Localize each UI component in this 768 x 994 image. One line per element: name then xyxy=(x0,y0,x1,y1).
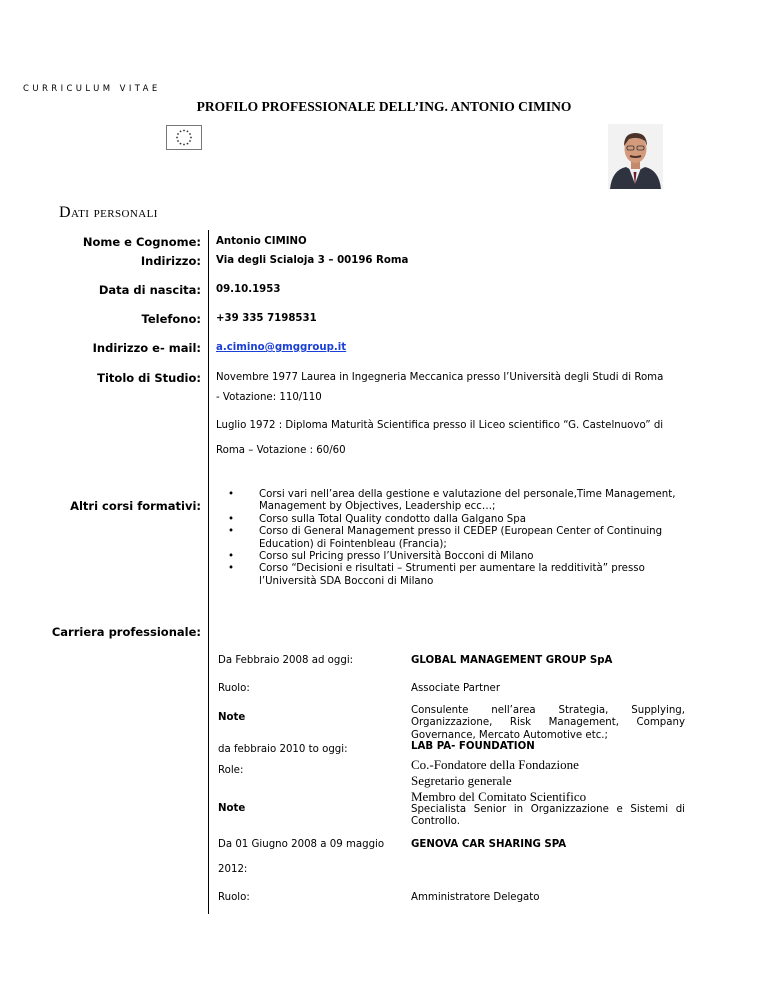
entry2-company: LAB PA- FOUNDATION xyxy=(411,741,535,752)
divider-line xyxy=(208,230,209,914)
entry2-role-label: Role: xyxy=(218,765,244,776)
entry1-company: GLOBAL MANAGEMENT GROUP SpA xyxy=(411,655,613,666)
entry1-period: Da Febbraio 2008 ad oggi: xyxy=(218,655,354,666)
address-value: Via degli Scialoja 3 – 00196 Roma xyxy=(216,255,409,266)
entry2-period: da febbraio 2010 to oggi: xyxy=(218,744,348,755)
name-label: Nome e Cognome: xyxy=(82,235,201,249)
study-line-2: - Votazione: 110/110 xyxy=(216,392,322,403)
entry3-company: GENOVA CAR SHARING SPA xyxy=(411,839,567,850)
name-value: Antonio CIMINO xyxy=(216,236,307,247)
entry3-period-1: Da 01 Giugno 2008 a 09 maggio xyxy=(218,839,385,850)
entry2-role-1: Co.-Fondatore della Fondazione xyxy=(411,757,579,772)
portrait-photo xyxy=(608,124,663,189)
entry3-role: Amministratore Delegato xyxy=(411,892,540,903)
entry2-note-label: Note xyxy=(218,803,246,814)
list-item: • Corsi vari nell’area della gestione e valutazione del personale,Time Management, Management by Objectives, Leadership ecc…; xyxy=(216,489,686,514)
courses-label: Altri corsi formativi: xyxy=(70,499,201,513)
study-line-3: Luglio 1972 : Diploma Maturità Scientifica presso il Liceo scientifico “G. Castelnuovo” di xyxy=(216,420,664,431)
list-item: • Corso di General Management presso il CEDEP (European Center of Continuing Education) di Fointenbleau (Francia); xyxy=(216,526,686,551)
entry2-role-3: Membro del Comitato Scientifico xyxy=(411,789,587,804)
list-item: • Corso sulla Total Quality condotto dalla Galgano Spa xyxy=(216,514,686,526)
list-item: • Corso sul Pricing presso l’Università Bocconi di Milano xyxy=(216,551,686,563)
phone-value: +39 335 7198531 xyxy=(216,313,317,324)
study-line-1: Novembre 1977 Laurea in Ingegneria Meccanica presso l’Università degli Studi di Roma xyxy=(216,372,664,383)
entry2-role-2: Segretario generale xyxy=(411,773,512,788)
list-item: • Corso “Decisioni e risultati – Strumenti per aumentare la redditività” presso l’Università SDA Bocconi di Milano xyxy=(216,563,686,588)
entry1-note-label: Note xyxy=(218,712,246,723)
entry1-note: Consulente nell’area Strategia, Supplying, Organizzazione, Risk Management, Company Governance, Mercato Automotive etc.; xyxy=(411,705,685,741)
page-title: PROFILO PROFESSIONALE DELL’ING. ANTONIO CIMINO xyxy=(196,99,572,114)
cv-label: CURRICULUM VITAE xyxy=(23,84,161,94)
birth-label: Data di nascita: xyxy=(98,283,201,297)
entry1-role: Associate Partner xyxy=(411,683,501,694)
entry3-period-2: 2012: xyxy=(218,864,248,875)
courses-list xyxy=(216,489,686,588)
address-label: Indirizzo: xyxy=(140,254,201,268)
phone-label: Telefono: xyxy=(141,312,201,326)
entry1-role-label: Ruolo: xyxy=(218,683,250,694)
email-label: Indirizzo e- mail: xyxy=(92,341,201,355)
eu-flag-icon xyxy=(166,125,202,150)
study-line-4: Roma – Votazione : 60/60 xyxy=(216,445,346,456)
entry3-role-label: Ruolo: xyxy=(218,892,250,903)
birth-value: 09.10.1953 xyxy=(216,284,281,295)
study-label: Titolo di Studio: xyxy=(97,371,201,385)
entry2-note: Specialista Senior in Organizzazione e Sistemi di Controllo. xyxy=(411,804,685,828)
section-title: Dati personali xyxy=(59,204,158,221)
career-label: Carriera professionale: xyxy=(51,625,201,639)
email-link[interactable]: a.cimino@gmggroup.it xyxy=(216,342,347,353)
